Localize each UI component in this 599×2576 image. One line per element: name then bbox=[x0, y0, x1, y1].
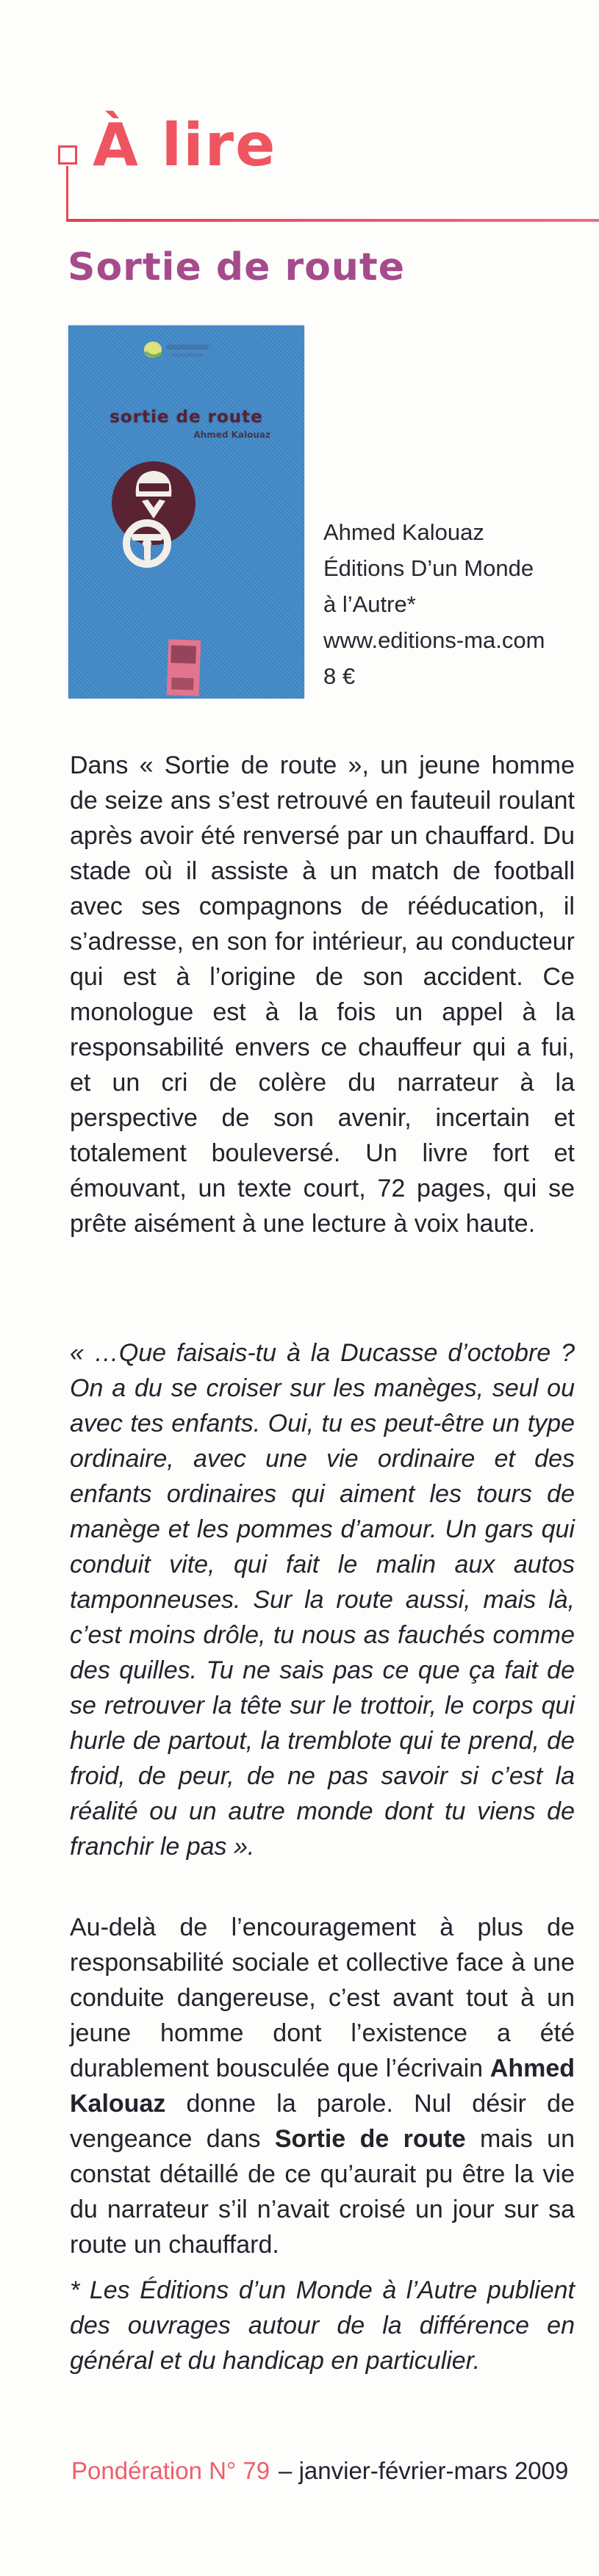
book-info-price: 8 € bbox=[323, 663, 356, 689]
book-cover-image bbox=[68, 325, 304, 699]
footer-magazine-title: Pondération N° 79 bbox=[71, 2457, 270, 2484]
page-footer bbox=[71, 2456, 568, 2486]
footer-issue-date: – janvier-février-mars 2009 bbox=[279, 2457, 569, 2484]
section-rule-line bbox=[66, 219, 599, 222]
review-paragraph-2: Au-delà de l’encouragement à plus de responsabilité sociale et collective face à une conduite dangereuse, c’est avant tout à un jeune homme dont l’existence a été durablement bousculée que l’écrivain Ahmed Kalouaz donne la parole. Nul désir de vengeance dans Sortie de route mais un constat détaillé de ce qu’aurait pu être la vie du narrateur s’il n’avait croisé un jour sur sa route un chauffard. bbox=[70, 1913, 575, 2259]
book-info-author: Ahmed Kalouaz bbox=[323, 519, 484, 545]
review-paragraph-1: Dans « Sortie de route », un jeune homme de seize ans s’est retrouvé en fauteuil roulant après avoir été renversé par un chauffard. Du stade où il assiste à un match de football avec ses compagnons de rééducation, il s’adresse, en son for intérieur, au conducteur qui est à l’origine de son accident. Ce monologue est à la fois un appel à la responsabilité envers ce chauffeur qui a fui, et un cri de colère du narrateur à la perspective de son avenir, incertain et totalement bouleversé. Un livre fort et émouvant, un texte court, 72 pages, qui se prête aisément à une lecture à voix haute. bbox=[70, 751, 575, 1238]
section-title: À lire bbox=[93, 111, 277, 179]
book-info-website: www.editions-ma.com bbox=[323, 627, 545, 653]
article-title: Sortie de route bbox=[68, 245, 405, 289]
stamp-mark bbox=[171, 677, 194, 690]
review-footnote: * Les Éditions d’un Monde à l’Autre publient des ouvrages autour de la différence en général et du handicap en particulier. bbox=[70, 2276, 575, 2375]
cover-publisher-logo-icon bbox=[144, 342, 209, 358]
section-marker-vertical-rule bbox=[66, 166, 68, 220]
cover-price-stamp bbox=[167, 639, 201, 696]
section-marker-square bbox=[58, 145, 77, 165]
book-info-publisher-line1: Éditions D’un Monde bbox=[323, 555, 534, 581]
cover-face-and-wheel-illustration bbox=[112, 461, 196, 564]
cover-title: sortie de route bbox=[110, 408, 263, 427]
book-info-publisher-line2: à l’Autre* bbox=[323, 591, 416, 617]
book-info-block bbox=[323, 514, 545, 694]
stamp-mark bbox=[171, 645, 196, 663]
cover-author: Ahmed Kalouaz bbox=[193, 430, 270, 440]
review-quote-paragraph: « …Que faisais-tu à la Ducasse d’octobre ? On a du se croiser sur les manèges, seul ou avec tes enfants. Oui, tu es peut-être un type ordinaire, avec une vie ordinaire et des enfants ordinaires qui aiment les tours de manège et les pommes d’amour. Un gars qui conduit vite, qui fait le malin aux autos tamponneuses. Sur la route aussi, mais là, c’est moins drôle, tu nous as fauchés comme des quilles. Tu ne sais pas ce que ça fait de se retrouver la tête sur le trottoir, le corps qui hurle de partout, la tremblote qui te prend, de froid, de peur, de ne pas savoir si c’est la réalité ou un autre monde dont tu viens de franchir le pas ». bbox=[70, 1339, 575, 1861]
